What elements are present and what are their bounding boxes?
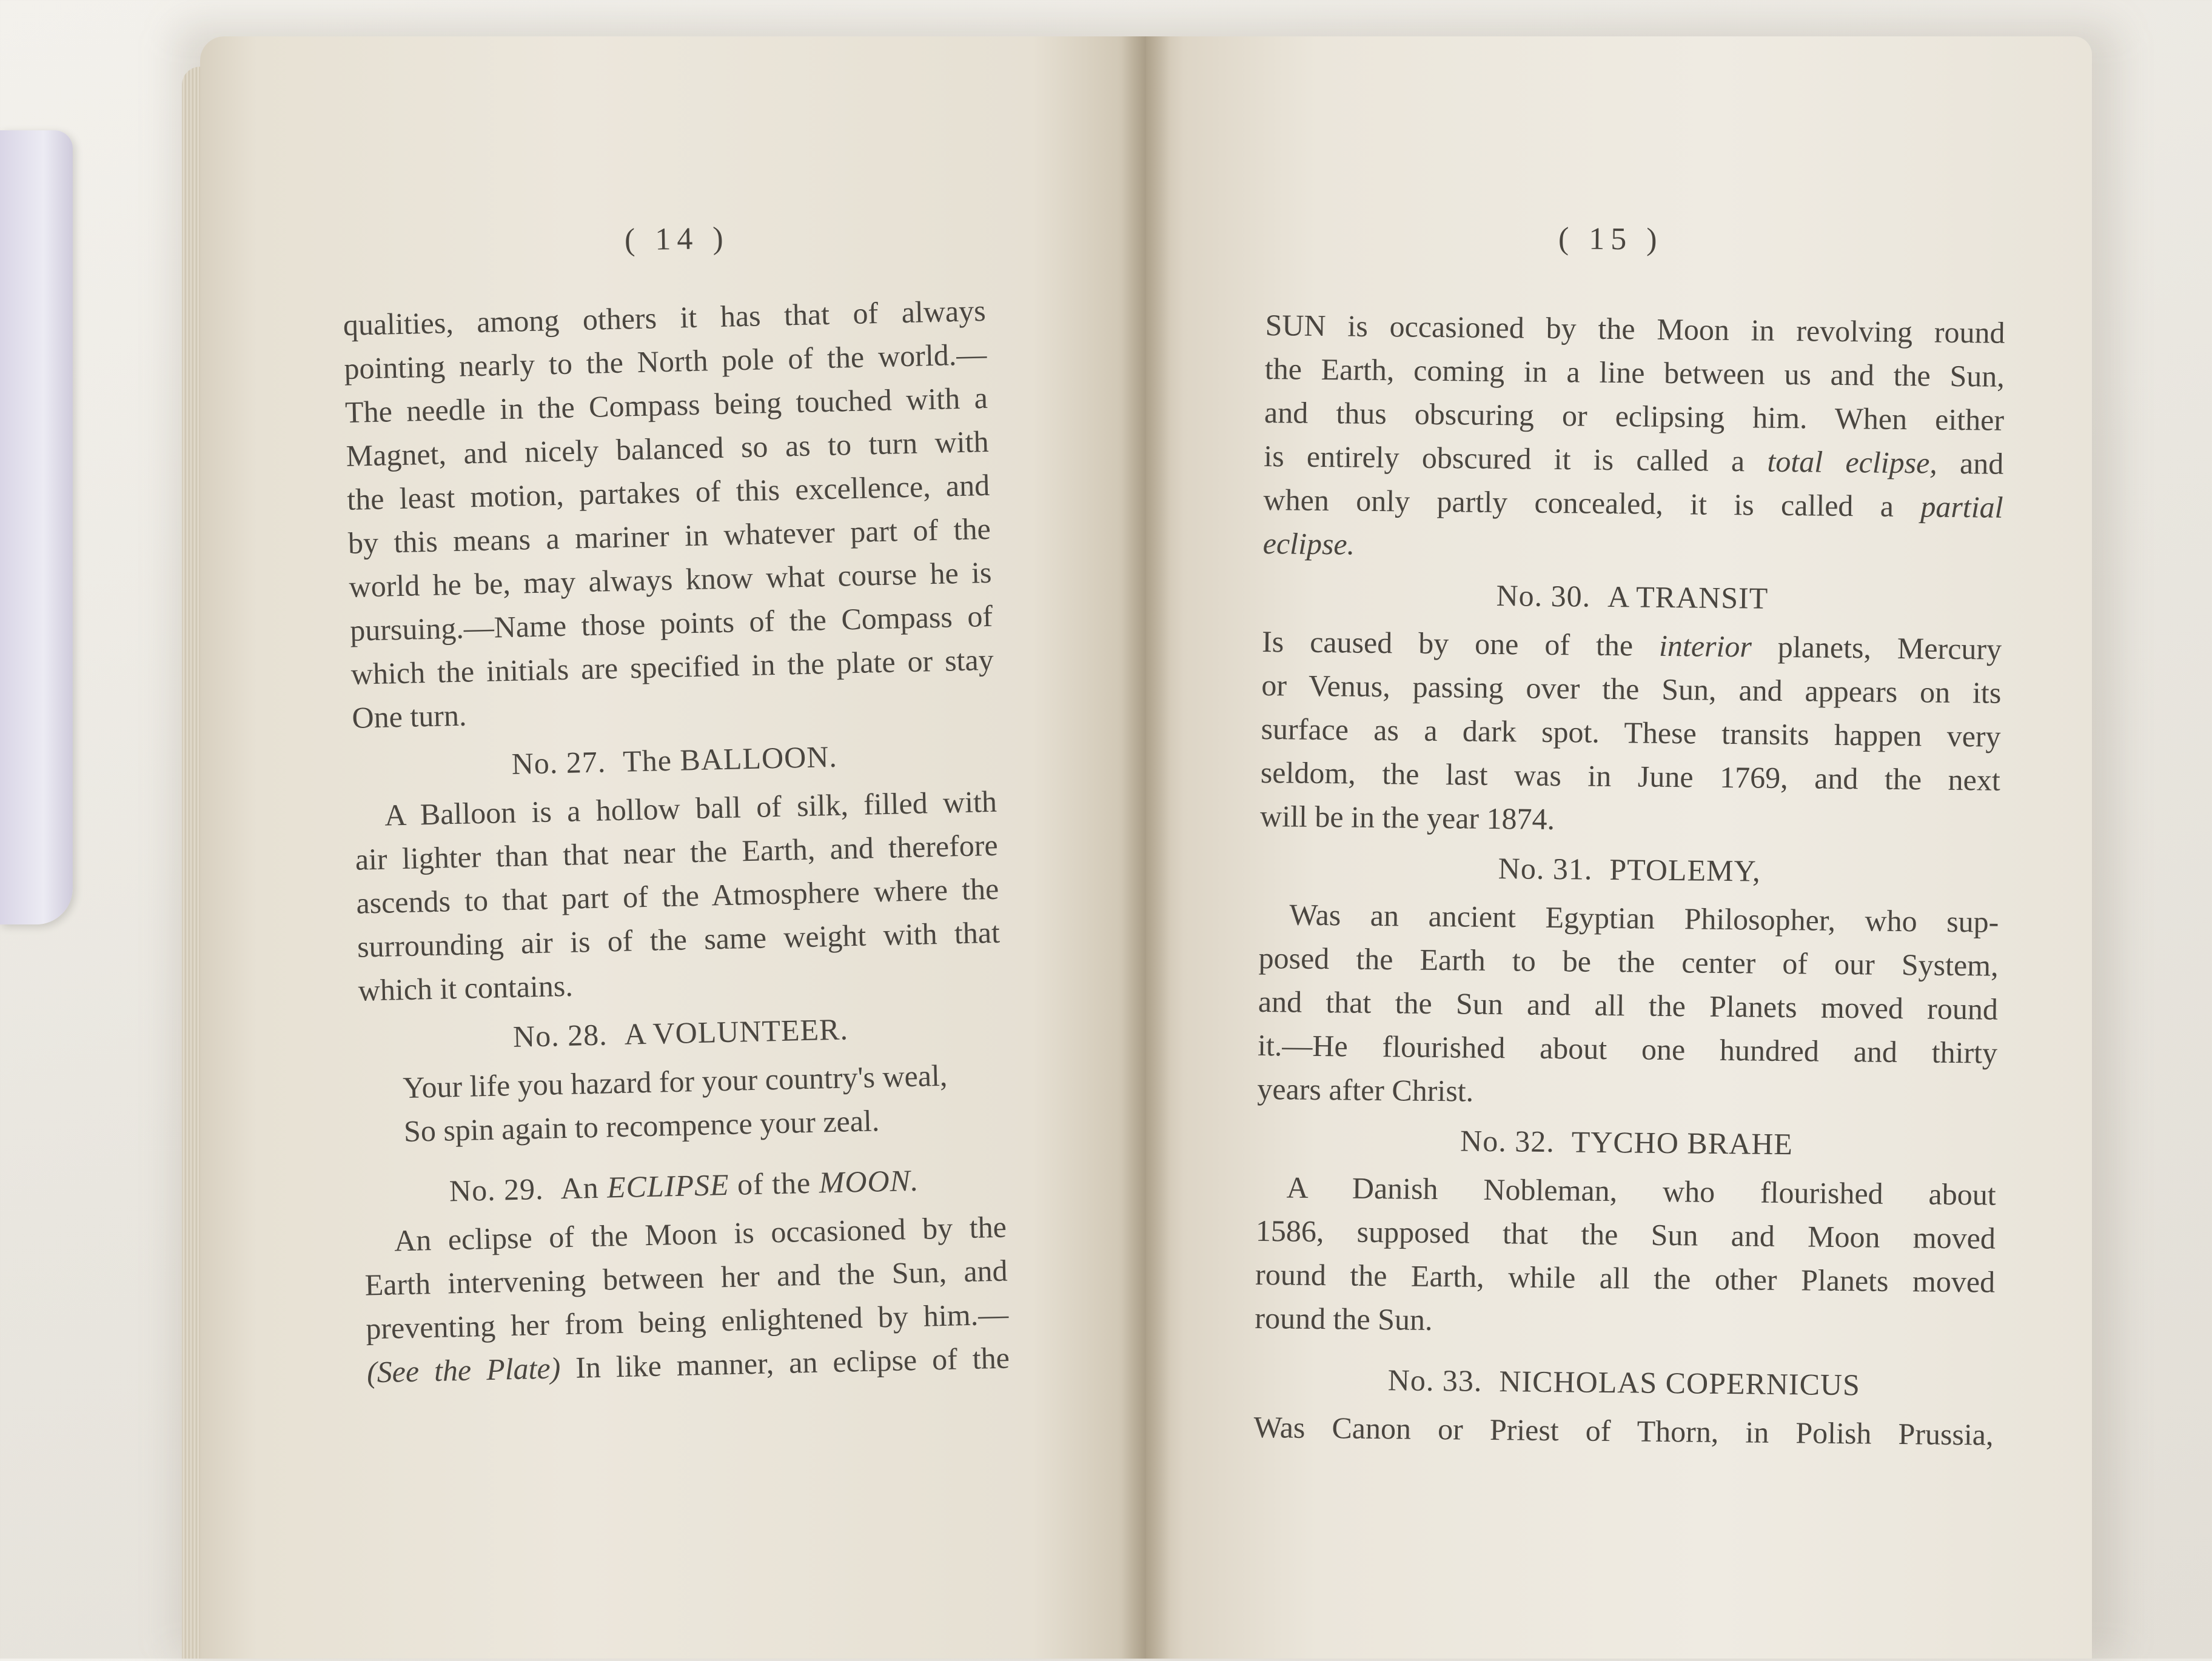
text-line: round the Sun.: [1255, 1300, 1433, 1337]
text-line: and that the Sun and all the Planets moved round: [1258, 984, 1999, 1026]
text-fragment: interior: [1658, 628, 1752, 664]
section-title: TYCHO BRAHE: [1571, 1125, 1794, 1161]
text-line: it.—He flourished about one hundred and thirty: [1257, 1028, 1998, 1070]
text-line: surface as a dark spot. These transits happen very: [1261, 711, 2001, 754]
text-line: by this means a mariner in whatever part of the: [347, 511, 991, 560]
text-line: and thus obscuring or eclipsing him. When either: [1264, 395, 2005, 437]
text-line: 1586, supposed that the Sun and Moon moved: [1255, 1213, 1996, 1255]
text-line: Was Canon or Priest of Thorn, in Polish Prussia,: [1253, 1409, 1994, 1452]
text-fragment: partial: [1920, 489, 2003, 524]
left-page: [200, 36, 1146, 1659]
title-part: ECLIPSE: [606, 1167, 730, 1205]
text-line: Magnet, and nicely balanced so as to turn with: [346, 424, 990, 473]
see-plate-note: (See the Plate): [366, 1351, 561, 1389]
text-line: pointing nearly to the North pole of the world.—: [343, 336, 987, 386]
title-part: of the: [737, 1165, 811, 1201]
section-number: No. 27.: [511, 744, 606, 781]
text-line: will be in the year 1874.: [1259, 798, 1555, 837]
text-fragment: In like manner, an eclipse of the: [575, 1340, 1010, 1385]
text-line: ascends to that part of the Atmosphere where the: [355, 871, 999, 920]
right-page: [1146, 36, 2092, 1659]
text-line: [1262, 521, 2003, 573]
text-line: pursuing.—Name those points of the Compass of: [349, 598, 993, 647]
text-line: Was an ancient Egyptian Philosopher, who sup-: [1289, 897, 1999, 939]
title-part: An: [560, 1170, 600, 1206]
section-heading-27: [353, 731, 996, 789]
verse-line: So spin again to recompence your zeal.: [403, 1103, 880, 1149]
left-page-text: [343, 289, 1010, 1394]
page-number-right: ( 15 ): [1558, 221, 1663, 257]
section-title: A VOLUNTEER.: [623, 1012, 849, 1051]
page-number-left: ( 14 ): [624, 221, 730, 258]
section-title: The BALLOON.: [622, 739, 838, 778]
section-number: No. 32.: [1460, 1123, 1555, 1159]
section-heading-32: [1256, 1117, 1997, 1168]
text-line: the Earth, coming in a line between us and the Sun,: [1264, 351, 2005, 393]
text-line: [1264, 434, 2004, 486]
text-line: [1263, 478, 2003, 529]
text-line: The needle in the Compass being touched with a: [344, 380, 988, 429]
right-page-text: [1253, 303, 2005, 1457]
text-line: years after Christ.: [1257, 1071, 1474, 1108]
section-title: A TRANSIT: [1607, 579, 1769, 615]
text-line: preventing her from being enlightened by him.—: [365, 1297, 1009, 1346]
text-line: the least motion, partakes of this excellence, and: [346, 467, 990, 516]
text-line: A Balloon is a hollow ball of silk, filled with: [384, 784, 997, 832]
text-line: A Danish Nobleman, who flourished about: [1286, 1170, 1996, 1212]
text-fragment: when only partly concealed, it is called a: [1263, 482, 1894, 523]
text-fragment: is entirely obscured it is called a: [1264, 438, 1745, 478]
section-heading-29: [362, 1157, 1005, 1215]
section-title: NICHOLAS COPERNICUS: [1499, 1364, 1861, 1402]
text-line: One turn.: [351, 698, 467, 735]
section-number: No. 33.: [1387, 1363, 1483, 1398]
text-fragment: total eclipse,: [1767, 444, 1938, 480]
text-line: which the initials are specified in the plate or stay: [350, 642, 994, 691]
title-part: MOON.: [819, 1163, 920, 1200]
section-heading-33: [1254, 1357, 1994, 1408]
section-heading-30: [1262, 571, 2003, 623]
section-heading-28: [359, 1004, 1002, 1062]
section-number: No. 30.: [1496, 578, 1591, 613]
text-line: An eclipse of the Moon is occasioned by the: [394, 1209, 1007, 1258]
text-line: Earth intervening between her and the Sun, and: [364, 1253, 1008, 1302]
plastic-sleeve: [0, 130, 73, 924]
text-line: surrounding air is of the same weight with that: [357, 915, 1000, 964]
text-line: SUN is occasioned by the Moon in revolving round: [1265, 307, 2005, 350]
book-gutter: [1122, 36, 1170, 1659]
text-fragment: eclipse.: [1262, 526, 1355, 561]
text-line: air lighter than that near the Earth, and therefore: [355, 827, 999, 877]
section-number: No. 29.: [449, 1171, 545, 1208]
section-title: PTOLEMY,: [1609, 852, 1761, 888]
text-fragment: Is caused by one of the: [1261, 624, 1634, 663]
verse-line: Your life you hazard for your country's weal,: [402, 1058, 948, 1105]
text-line: seldom, the last was in June 1769, and the next: [1260, 755, 2001, 797]
text-line: round the Earth, while all the other Planets moved: [1255, 1257, 1996, 1299]
section-heading-31: [1259, 844, 2000, 895]
text-fragment: and: [1959, 446, 2004, 481]
text-fragment: planets, Mercury: [1777, 629, 2002, 666]
section-number: No. 28.: [512, 1017, 608, 1054]
text-line: or Venus, passing over the Sun, and appears on its: [1261, 667, 2002, 710]
text-line: [1262, 620, 2002, 671]
text-line: posed the Earth to be the center of our System,: [1258, 940, 1999, 983]
text-line: qualities, among others it has that of always: [343, 293, 987, 342]
text-line: which it contains.: [358, 968, 574, 1008]
text-line: world he be, may always know what course he is: [348, 555, 992, 604]
section-number: No. 31.: [1498, 851, 1593, 886]
